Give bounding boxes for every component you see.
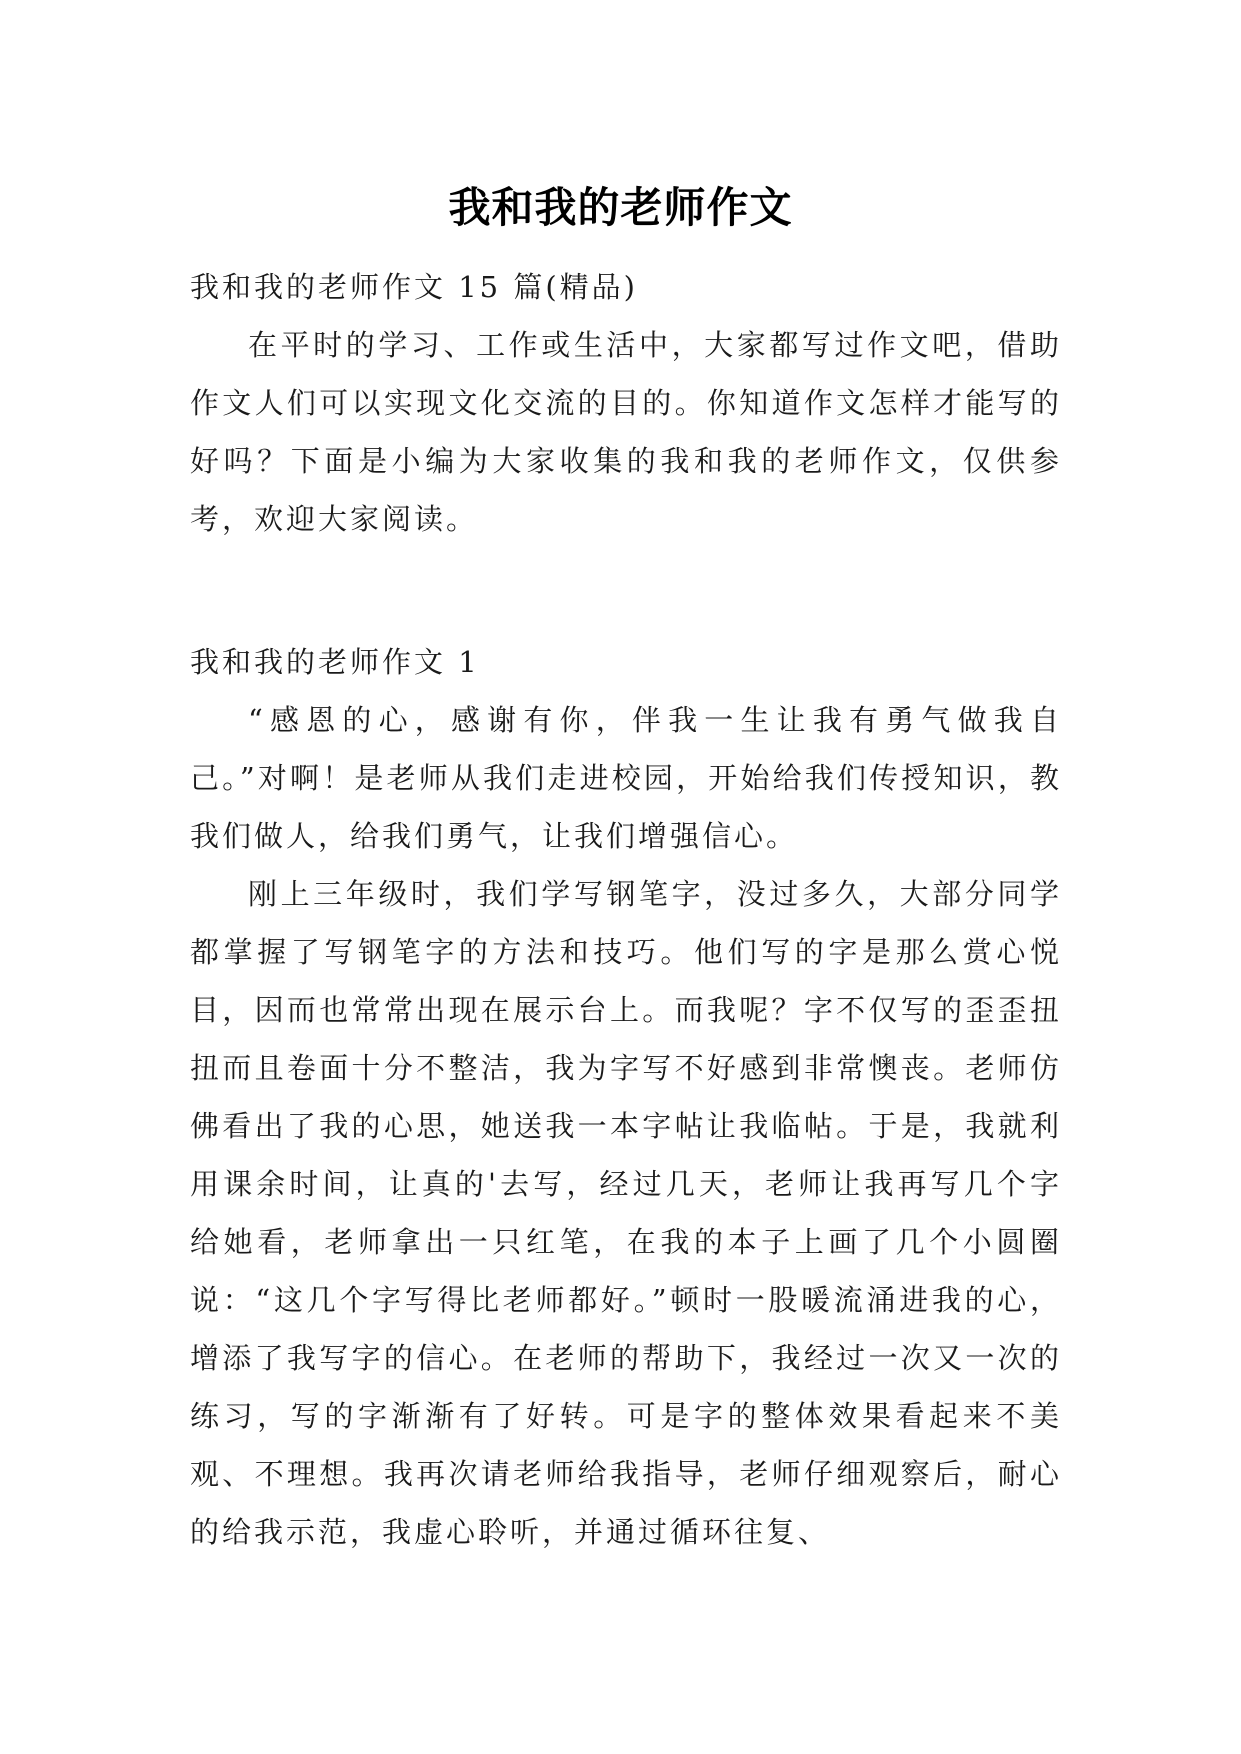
section-heading: 我和我的老师作文 1 (190, 645, 480, 679)
document-title: 我和我的老师作文 (448, 183, 793, 233)
intro-block (190, 258, 1062, 548)
section-paragraph-1: “感恩的心，感谢有你，伴我一生让我有勇气做我自己。”对啊！是老师从我们走进校园，开始给我们传授知识，教我们做人，给我们勇气，让我们增强信心。 (190, 703, 1062, 853)
section-paragraph-2: 刚上三年级时，我们学写钢笔字，没过多久，大部分同学都掌握了写钢笔字的方法和技巧。他们写的字是那么赏心悦目，因而也常常出现在展示台上。而我呢？字不仅写的歪歪扭扭而且卷面十分不整洁，我为字写不好感到非常懊丧。老师仿佛看出了我的心思，她送我一本字帖让我临帖。于是，我就利用课余时间，让真的'去写，经过几天，老师让我再写几个字给她看，老师拿出一只红笔，在我的本子上画了几个小圆圈说：“这几个字写得比老师都好。”顿时一股暖流涌进我的心，增添了我写字的信心。在老师的帮助下，我经过一次又一次的练习，写的字渐渐有了好转。可是字的整体效果看起来不美观、不理想。我再次请老师给我指导，老师仔细观察后，耐心的给我示范，我虚心聆听，并通过循环往复、 (190, 877, 1062, 1549)
essay-section-1 (190, 633, 1062, 1561)
intro-paragraph: 在平时的学习、工作或生活中，大家都写过作文吧，借助作文人们可以实现文化交流的目的。你知道作文怎样才能写的好吗？下面是小编为大家收集的我和我的老师作文，仅供参考，欢迎大家阅读。 (190, 328, 1062, 536)
document-subtitle: 我和我的老师作文 15 篇(精品) (190, 270, 638, 304)
